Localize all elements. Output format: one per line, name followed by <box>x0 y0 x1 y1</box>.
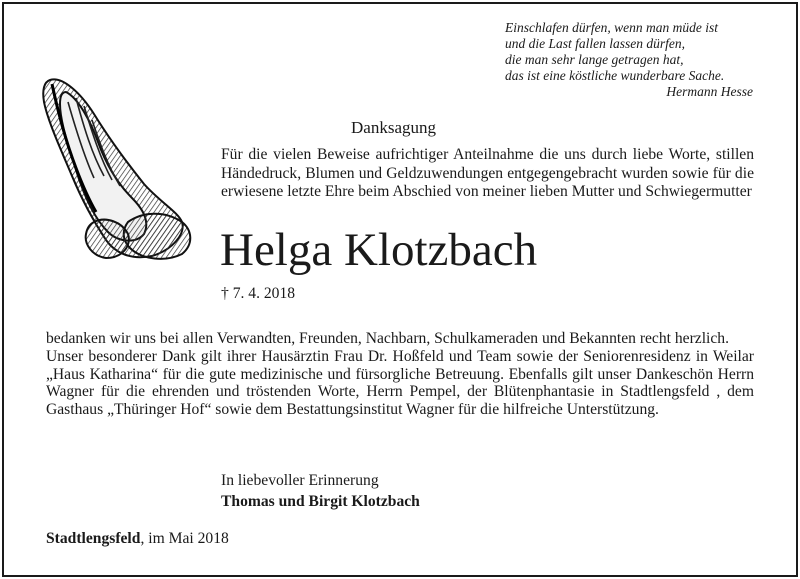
praying-hands-icon <box>32 72 202 262</box>
poem-author: Hermann Hesse <box>666 84 753 99</box>
poem-line: das ist eine köstliche wunderbare Sache. <box>505 68 725 83</box>
deceased-name: Helga Klotzbach <box>220 224 538 276</box>
intro-paragraph: Für die vielen Beweise aufrichtiger Anteilnahme die uns durch liebe Worte, stillen Händedruck, Blumen und Geldzuwendungen entgegengebracht wurden sowie für die erwiesene letzte Ehre beim Abschied von meiner lieben Mutter und Schwiegermutter <box>221 146 754 200</box>
closing-line: In liebevoller Erinnerung <box>221 472 379 489</box>
place-date <box>46 530 229 548</box>
body-paragraph: Unser besonderer Dank gilt ihrer Hausärztin Frau Dr. Hoßfeld und Team sowie der Seniorenresidenz in Weilar „Haus Katharina“ für die gute medizinische und fürsorgliche Betreuung. Ebenfalls gilt unser Dankeschön Herrn Wagner für die ehrenden und tröstenden Worte, Herrn Pempel, der Blütenphantasie in Stadtlengsfeld , dem Gasthaus „Thüringer Hof“ sowie dem Bestattungsinstitut Wagner für die hilfreiche Unterstützung. <box>46 347 754 419</box>
place-town: Stadtlengsfeld <box>46 530 141 547</box>
death-date: † 7. 4. 2018 <box>221 285 296 302</box>
poem-line: und die Last fallen lassen dürfen, <box>505 36 685 51</box>
poem <box>505 20 753 100</box>
signature: Thomas und Birgit Klotzbach <box>221 493 420 510</box>
body-paragraph: bedanken wir uns bei allen Verwandten, Freunden, Nachbarn, Schulkameraden und Bekannten recht herzlich. <box>46 330 729 347</box>
closing <box>221 470 420 512</box>
notice-heading: Danksagung <box>351 118 436 137</box>
poem-line: Einschlafen dürfen, wenn man müde ist <box>505 20 718 35</box>
poem-line: die man sehr lange getragen hat, <box>505 52 684 67</box>
place-date-text: , im Mai 2018 <box>140 530 229 547</box>
body-text <box>46 330 754 419</box>
